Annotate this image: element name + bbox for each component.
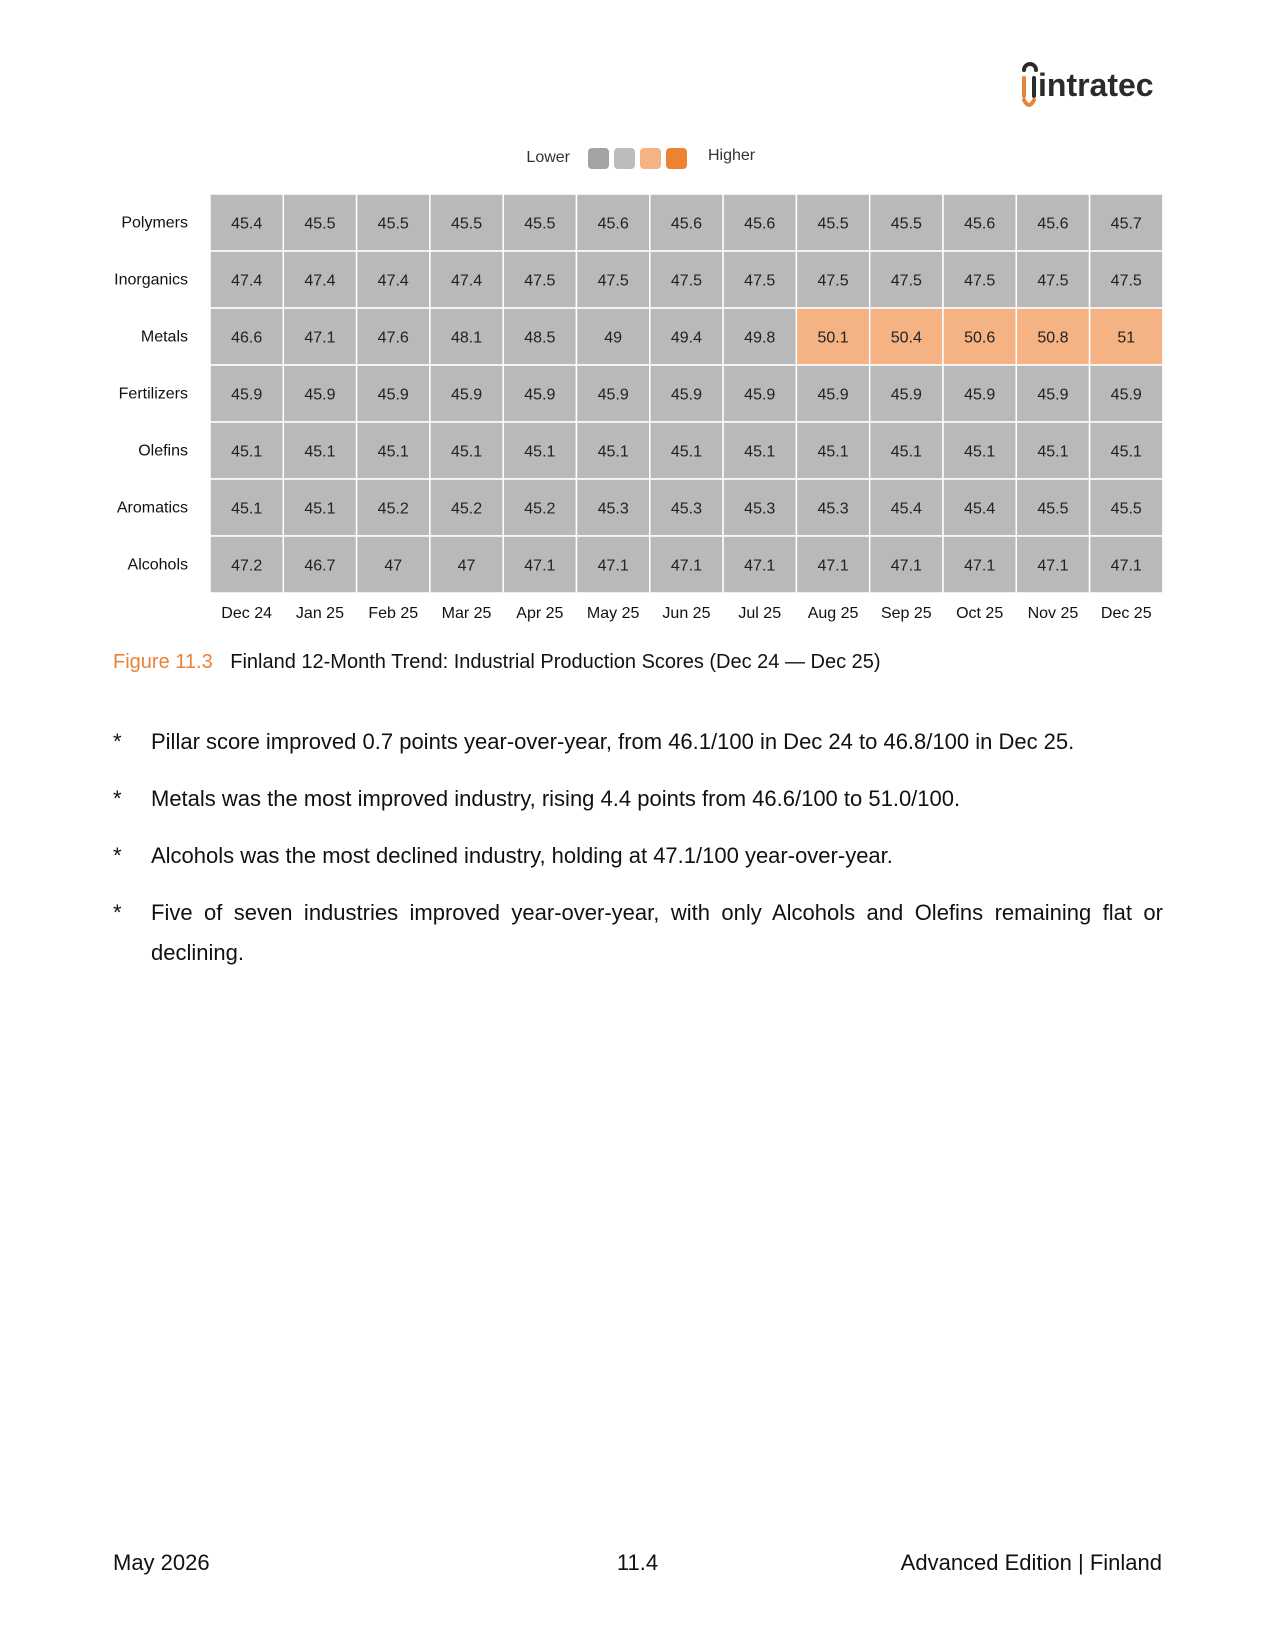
cell-value-label: 45.5 (450, 215, 483, 233)
row-label: Aromatics (116, 499, 188, 517)
cell-value-label: 45.6 (670, 215, 703, 233)
cell-value-label: 45.3 (670, 500, 703, 518)
column-label: Nov 25 (1027, 605, 1079, 622)
legend-high-label: Higher (708, 147, 756, 164)
bullet-text: Alcohols was the most declined industry, holding at 47.1/100 year-over-year. (151, 843, 893, 868)
legend-low-label: Lower (526, 149, 570, 166)
cell-value-label: 45.9 (964, 386, 996, 404)
column-label: Sep 25 (880, 605, 932, 622)
cell-value-label: 45.1 (231, 443, 263, 461)
cell-value-label: 45.3 (744, 500, 776, 518)
bullet-list (113, 722, 1163, 990)
cell-value-label: 45.1 (1110, 443, 1142, 461)
heatmap-svg (0, 0, 1275, 640)
cell-value-label: 45.7 (1110, 215, 1142, 233)
cell-value-label: 47.5 (744, 272, 776, 290)
cell-value-label: 47.4 (377, 272, 409, 290)
cell-value-label: 45.9 (744, 386, 776, 404)
column-label: Dec 25 (1100, 605, 1152, 622)
cell-value-label: 45.6 (597, 215, 629, 233)
bullet-mark: * (113, 729, 122, 754)
cell-value-label: 47.1 (597, 557, 629, 575)
cell-value-label: 45.1 (524, 443, 556, 461)
cell-value-label: 45.1 (964, 443, 996, 461)
cell-value-label: 46.6 (231, 329, 263, 347)
cell-value-label: 45.5 (377, 215, 409, 233)
cell-value-label: 45.9 (231, 386, 263, 404)
cell-value-label: 47.1 (1110, 557, 1142, 575)
cell-value-label: 45.1 (377, 443, 409, 461)
cell-value-label: 45.5 (524, 215, 556, 233)
cell-value-label: 45.9 (597, 386, 629, 404)
cell-value-label: 47.1 (304, 329, 336, 347)
column-label: Oct 25 (956, 605, 1004, 622)
cell-value-label: 47.4 (231, 272, 263, 290)
cell-value-label: 45.5 (817, 215, 849, 233)
bullet-item (113, 722, 1163, 762)
cell-value-label: 47.1 (670, 557, 703, 575)
footer-page-number: 11.4 (616, 1550, 659, 1575)
cell-value-label: 45.9 (1037, 386, 1069, 404)
bullet-mark: * (113, 843, 122, 868)
bullet-mark: * (113, 786, 122, 811)
cell-value-label: 45.1 (744, 443, 776, 461)
cell-value-label: 47.2 (231, 557, 263, 575)
cell-value-label: 47.5 (670, 272, 703, 290)
cell-value-label: 45.9 (524, 386, 556, 404)
cell-value-label: 45.9 (890, 386, 922, 404)
cell-value-label: 45.3 (817, 500, 849, 518)
cell-value-label: 45.5 (1037, 500, 1069, 518)
cell-value-label: 51 (1117, 329, 1136, 347)
column-label: Apr 25 (516, 605, 564, 622)
cell-value-label: 47.1 (964, 557, 996, 575)
row-label: Inorganics (114, 271, 188, 289)
cell-value-label: 45.3 (597, 500, 629, 518)
cell-value-label: 47.5 (597, 272, 629, 290)
cell-value-label: 50.4 (890, 329, 922, 347)
cell-value-label: 49.8 (744, 329, 776, 347)
cell-value-label: 45.9 (377, 386, 409, 404)
row-label: Polymers (121, 214, 188, 232)
cell-value-label: 47.1 (817, 557, 849, 575)
bullet-item (113, 893, 1163, 973)
cell-value-label: 47.1 (524, 557, 556, 575)
row-label: Alcohols (127, 556, 188, 574)
cell-value-label: 45.5 (890, 215, 922, 233)
bullet-item (113, 779, 1163, 819)
bullet-text: Pillar score improved 0.7 points year-over-year, from 46.1/100 in Dec 24 to 46.8/100 in Dec 25. (151, 729, 1075, 754)
cell-value-label: 45.4 (890, 500, 922, 518)
cell-value-label: 48.1 (450, 329, 483, 347)
cell-value-label: 45.1 (1037, 443, 1069, 461)
cell-value-label: 45.2 (377, 500, 409, 518)
bullet-item (113, 836, 1163, 876)
cell-value-label: 45.9 (450, 386, 483, 404)
cell-value-label: 45.9 (817, 386, 849, 404)
cell-value-label: 47.5 (964, 272, 996, 290)
column-label: Feb 25 (368, 605, 419, 622)
cell-value-label: 45.9 (670, 386, 703, 404)
cell-value-label: 47.1 (744, 557, 776, 575)
footer-date: May 2026 (113, 1550, 210, 1575)
cell-value-label: 47 (384, 557, 403, 575)
cell-value-label: 45.1 (670, 443, 703, 461)
column-label: Dec 24 (221, 605, 273, 622)
cell-value-label: 45.6 (964, 215, 996, 233)
row-label: Olefins (138, 442, 188, 460)
cell-value-label: 49.4 (670, 329, 703, 347)
cell-value-label: 47.5 (1037, 272, 1069, 290)
cell-value-label: 45.2 (450, 500, 483, 518)
cell-value-label: 45.2 (524, 500, 556, 518)
bullet-mark: * (113, 900, 122, 925)
cell-value-label: 45.1 (304, 500, 336, 518)
heatmap-chart (0, 0, 1275, 640)
cell-value-label: 47.5 (1110, 272, 1142, 290)
cell-value-label: 50.6 (964, 329, 996, 347)
cell-value-label: 50.8 (1037, 329, 1069, 347)
cell-value-label: 47.4 (450, 272, 483, 290)
logo-text: intratec (1038, 67, 1154, 103)
cell-value-label: 47.5 (817, 272, 849, 290)
figure-number: Figure 11.3 (113, 651, 213, 673)
column-label: Jun 25 (662, 605, 711, 622)
column-label: May 25 (586, 605, 640, 622)
column-label: Aug 25 (807, 605, 859, 622)
row-label: Metals (140, 328, 188, 346)
cell-value-label: 47.5 (890, 272, 922, 290)
cell-value-label: 45.1 (304, 443, 336, 461)
cell-value-label: 47.5 (524, 272, 556, 290)
cell-value-label: 47 (457, 557, 476, 575)
bullet-text: Metals was the most improved industry, rising 4.4 points from 46.6/100 to 51.0/100. (151, 786, 961, 811)
cell-value-label: 48.5 (524, 329, 556, 347)
cell-value-label: 45.1 (231, 500, 263, 518)
cell-value-label: 45.5 (1110, 500, 1142, 518)
cell-value-label: 45.9 (1110, 386, 1142, 404)
cell-value-label: 49 (604, 329, 623, 347)
bullet-text: Five of seven industries improved year-over-year, with only Alcohols and Olefins remaining flat or declining. (151, 900, 1163, 965)
cell-value-label: 45.1 (817, 443, 849, 461)
footer-edition: Advanced Edition | Finland (900, 1550, 1162, 1575)
column-label: Mar 25 (441, 605, 492, 622)
cell-value-label: 47.1 (1037, 557, 1069, 575)
cell-value-label: 45.1 (450, 443, 483, 461)
cell-value-label: 45.9 (304, 386, 336, 404)
figure-title: Finland 12-Month Trend: Industrial Production Scores (Dec 24 — Dec 25) (230, 651, 881, 673)
cell-value-label: 45.5 (304, 215, 336, 233)
column-label: Jan 25 (295, 605, 344, 622)
cell-value-label: 45.1 (890, 443, 922, 461)
cell-value-label: 45.4 (231, 215, 263, 233)
column-label: Jul 25 (738, 605, 782, 622)
cell-value-label: 46.7 (304, 557, 336, 575)
cell-value-label: 47.6 (377, 329, 409, 347)
figure-caption (113, 651, 881, 674)
cell-value-label: 50.1 (817, 329, 849, 347)
cell-value-label: 47.4 (304, 272, 336, 290)
cell-value-label: 45.6 (744, 215, 776, 233)
cell-value-label: 45.6 (1037, 215, 1069, 233)
cell-value-label: 47.1 (890, 557, 922, 575)
cell-value-label: 45.1 (597, 443, 629, 461)
cell-value-label: 45.4 (964, 500, 996, 518)
row-label: Fertilizers (118, 385, 188, 403)
